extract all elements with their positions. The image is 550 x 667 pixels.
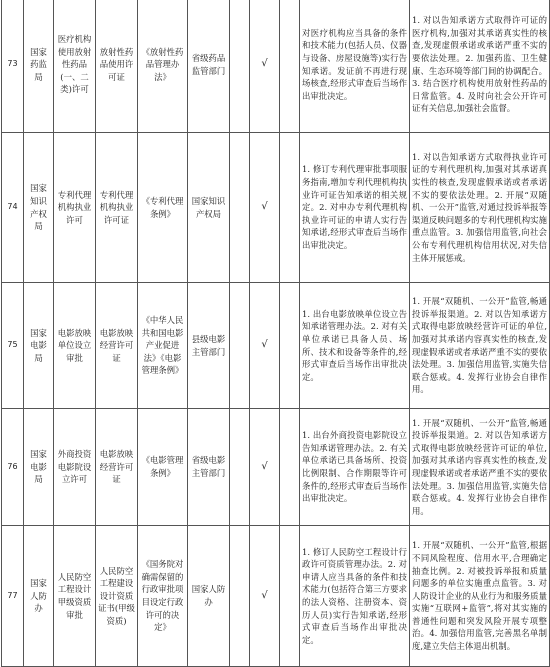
reform-measures-cell: 1. 出台电影放映单位设立告知承诺管理办法。2. 对有关单位承诺已具备人员、场所、技术和设备等条件的,经形式审查后当场作出审批决定。 xyxy=(300,283,410,409)
supervision-measures-cell: 1. 开展“双随机、一公开”监管,畅通投诉举报渠道。2. 对以告知承诺方式取得电影放映经营许可证的单位,加强对其承诺内容真实性的核查,发现虚假承诺或者承诺严重不实的要依法处理。3. 加强信用监管,实施失信联合惩戒。4. 发挥行业协会自律作用。 xyxy=(410,283,550,409)
empty-cell xyxy=(230,526,250,667)
approval-item-cell: 医疗机构使用放射性药品(一、二类)许可 xyxy=(54,0,96,133)
department-cell: 国家知识产权局 xyxy=(24,133,54,283)
approval-authority-cell: 省级药品监管部门 xyxy=(188,0,230,133)
row-number: 76 xyxy=(2,409,24,526)
approval-item-cell: 外商投资电影院设立许可 xyxy=(54,409,96,526)
department-cell: 国家药监局 xyxy=(24,0,54,133)
supervision-measures-cell: 1. 开展“双随机、一公开”监管,根据不同风险程度、信用水平,合理确定抽查比例。2. 对被投诉举报和质量问题多的单位实施重点监管。3. 对人防设计企业的从业行为和服务质量实施“互联网+监管”,将对其实施的普通性问题和突发风险开展专项整治。4. 加强信用监管,完善黑名单制度,建立失信主体退出机制。 xyxy=(410,526,550,667)
reform-measures-cell: 对医疗机构应当具备的条件和技术能力(包括人员、仪器与设备、房屋设施等)实行告知承诺。发证前不再进行现场核查,经形式审查后当场作出审批决定。 xyxy=(300,0,410,133)
approval-item-cell: 专利代理机构执业许可 xyxy=(54,133,96,283)
department-cell: 国家人防办 xyxy=(24,526,54,667)
legal-basis-cell: 《专利代理条例》 xyxy=(138,133,188,283)
checkmark-cell: √ xyxy=(250,0,280,133)
approval-authority-cell: 国家人防办 xyxy=(188,526,230,667)
approval-authority-cell: 国家知识产权局 xyxy=(188,133,230,283)
legal-basis-cell: 《电影管理条例》 xyxy=(138,409,188,526)
checkmark-cell: √ xyxy=(250,526,280,667)
supervision-measures-cell: 1. 开展“双随机、一公开”监管,畅通投诉举报渠道。2. 对以告知承诺方式取得电影放映经营许可证的单位,加强对其承诺内容真实性的核查,发现虚假承诺或者承诺严重不实的要依法处理。3. 加强信用监管,实施失信联合惩戒。4. 发挥行业协会自律作用。 xyxy=(410,409,550,526)
reform-measures-cell: 1. 修订人民防空工程设计行政许可资质管理办法。2. 对申请人应当具备的条件和技术能力(包括符合第三方要求的法人资格、注册资本、资历人员)实行告知承诺,经形式审查后当场作出审批决定。 xyxy=(300,526,410,667)
reform-measures-cell: 1. 修订专利代理审批事项服务指南,增加专利代理机构执业许可证告知承诺的相关规定。2. 对申办专利代理机构执业许可证的申请人实行告知承诺,经形式审查后当场作出审批决定。 xyxy=(300,133,410,283)
row-number: 77 xyxy=(2,526,24,667)
table-row xyxy=(2,0,550,133)
approval-authority-cell: 省级电影主管部门 xyxy=(188,409,230,526)
license-name-cell: 人民防空工程建设设计资质证书(甲级资质) xyxy=(96,526,138,667)
table-row xyxy=(2,526,550,667)
empty-cell xyxy=(230,0,250,133)
supervision-measures-cell: 1. 对以告知承诺方式取得许可证的医疗机构,加强对其承诺真实性的核查,发现虚假承诺或承诺严重不实的要依法处理。2. 加强药监、卫生健康、生态环境等部门间的协调配合。3. 结合医疗机构使用放射性药品的日常监管。4. 及时向社会公开许可证有关信息,加强社会监督。 xyxy=(410,0,550,133)
empty-cell xyxy=(280,526,300,667)
table-row xyxy=(2,133,550,283)
legal-basis-cell: 《中华人民共和国电影产业促进法》《电影管理条例》 xyxy=(138,283,188,409)
row-number: 75 xyxy=(2,283,24,409)
approval-authority-cell: 县级电影主管部门 xyxy=(188,283,230,409)
approval-item-cell: 电影放映单位设立审批 xyxy=(54,283,96,409)
supervision-measures-cell: 1. 对以告知承诺方式取得执业许可证的专利代理机构,加强对其承诺真实性的核查,发现虚假承诺或者承诺不实的要依法处理。2. 开展“双随机、一公开”监管,对通过投诉举报等渠道反映问题多的专利代理机构实施重点监管。3. 加强信用监管,向社会公布专利代理机构信用状况,对失信主体开展惩戒。 xyxy=(410,133,550,283)
row-number: 73 xyxy=(2,0,24,133)
empty-cell xyxy=(230,409,250,526)
empty-cell xyxy=(280,0,300,133)
table-row xyxy=(2,409,550,526)
empty-cell xyxy=(280,409,300,526)
checkmark-cell: √ xyxy=(250,409,280,526)
license-name-cell: 电影放映经营许可证 xyxy=(96,283,138,409)
empty-cell xyxy=(230,283,250,409)
table-row xyxy=(2,283,550,409)
approval-item-cell: 人民防空工程设计甲级资质审批 xyxy=(54,526,96,667)
license-name-cell: 专利代理机构执业许可证 xyxy=(96,133,138,283)
legal-basis-cell: 《放射性药品管理办法》 xyxy=(138,0,188,133)
license-name-cell: 放射性药品使用许可证 xyxy=(96,0,138,133)
approval-table xyxy=(1,0,550,667)
empty-cell xyxy=(280,133,300,283)
empty-cell xyxy=(230,133,250,283)
license-name-cell: 电影放映经营许可证 xyxy=(96,409,138,526)
checkmark-cell: √ xyxy=(250,283,280,409)
department-cell: 国家电影局 xyxy=(24,283,54,409)
department-cell: 国家电影局 xyxy=(24,409,54,526)
reform-measures-cell: 1. 出台外商投资电影院设立告知承诺管理办法。2. 有关单位承诺已具备场所、投资比例限制、合作期限等许可条件的,经形式审查后当场作出审批决定。 xyxy=(300,409,410,526)
empty-cell xyxy=(280,283,300,409)
checkmark-cell: √ xyxy=(250,133,280,283)
row-number: 74 xyxy=(2,133,24,283)
legal-basis-cell: 《国务院对确需保留的行政审批项目设定行政许可的决定》 xyxy=(138,526,188,667)
